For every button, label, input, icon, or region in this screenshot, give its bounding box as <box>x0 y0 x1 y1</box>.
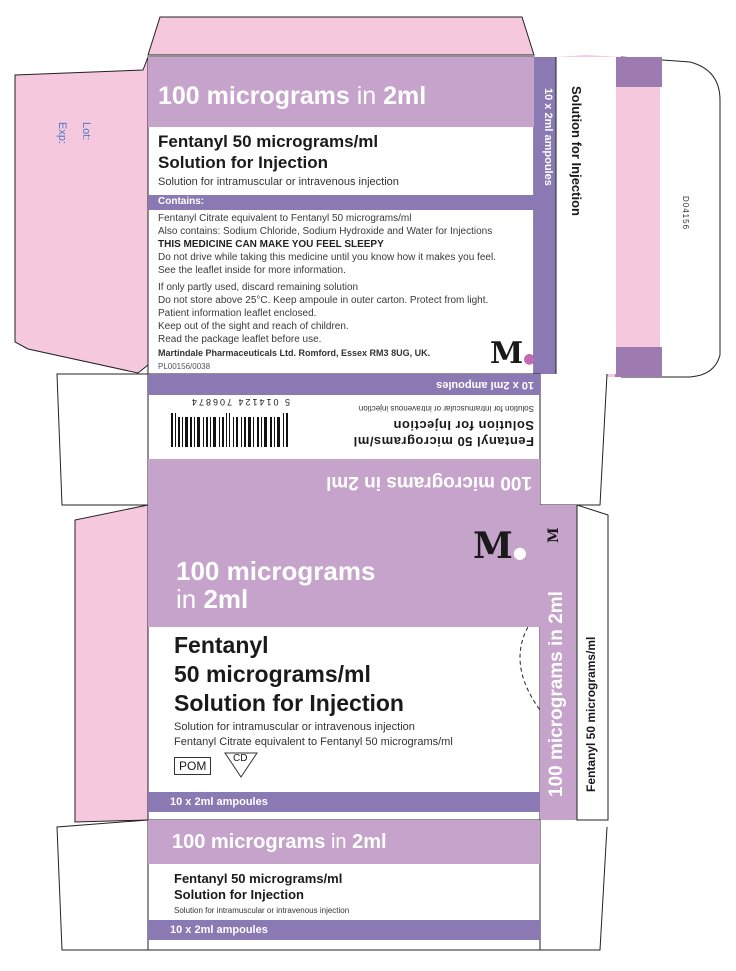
front-product-name: Fentanyl 50 micrograms/ml Solution for Injection <box>174 632 404 716</box>
front-side-logo: M <box>546 527 562 543</box>
bottom-strength: 100 micrograms in 2ml <box>172 831 387 853</box>
side-solution-title: Solution for Injection <box>569 86 584 216</box>
front-logo: M● <box>473 525 527 567</box>
front-strength: 100 micrograms in 2ml <box>176 556 376 614</box>
bottom-left-flap <box>57 820 148 950</box>
upside-down-panel <box>148 374 540 505</box>
ud-route: Solution for intramuscular or intravenous injection <box>358 404 534 413</box>
side-code: D04156 <box>681 196 690 231</box>
tuck-tab-top <box>615 57 662 87</box>
front-route-block: Solution for intramuscular or intravenous injection Fentanyl Citrate equivalent to Fentanyl 50 micrograms/ml <box>174 721 453 748</box>
back-strength: 100 micrograms in 2ml <box>158 82 427 110</box>
back-strength-band <box>148 57 534 127</box>
back-product-name: Fentanyl 50 micrograms/ml Solution for Injection <box>158 132 379 172</box>
front-side-strength: 100 micrograms in 2ml <box>546 591 567 797</box>
ud-pack-band: 10 x 2ml ampoules <box>148 374 540 395</box>
barcode-number: 5 014124 706874 <box>189 397 290 407</box>
mid-left-flap <box>57 374 148 505</box>
bottom-pack-band: 10 x 2ml ampoules <box>148 920 540 940</box>
bottom-product-name: Fentanyl 50 micrograms/ml Solution for Injection <box>174 871 343 902</box>
bottom-route: Solution for intramuscular or intravenous injection <box>174 906 350 915</box>
front-left-flap <box>75 505 148 822</box>
barcode <box>160 407 290 447</box>
front-strength-band <box>148 505 540 627</box>
mid-right-flap <box>540 374 607 505</box>
pom-badge: POM <box>174 757 211 775</box>
front-pack-band: 10 x 2ml ampoules <box>148 792 540 812</box>
ud-strength-band: 100 micrograms in 2ml <box>148 459 540 505</box>
right-side-panel-bg <box>556 57 616 374</box>
bottom-strength-band <box>148 820 540 864</box>
left-dust-flap <box>15 57 148 373</box>
bottom-right-flap <box>540 820 607 950</box>
top-tuck-flap <box>148 17 534 55</box>
front-side-product: Fentanyl 50 micrograms/ml <box>584 636 598 792</box>
back-logo: M● <box>490 336 536 371</box>
tuck-tab-bottom <box>615 347 662 377</box>
exp-label: Exp: <box>56 122 68 145</box>
back-side-pack-size: 10 x 2ml ampoules <box>542 88 554 186</box>
cd-triangle-badge: CD <box>224 752 258 778</box>
back-info-block: Fentanyl Citrate equivalent to Fentanyl 50 micrograms/ml Also contains: Sodium Chloride, Sodium Hydroxide and Water for Injections THIS MEDICINE CAN MAKE YOU FEEL SLEEPY Do not drive while taking this medicine until you know how it makes you feel. See the leaflet inside for more information. If only partly used, discard remaining solution Do not store above 25°C. Keep ampoule in outer carton. Protect from light. Patient information leaflet enclosed. Keep out of the sight and reach of children. Read the package leaflet before use. <box>158 213 496 345</box>
pl-number: PL00156/0038 <box>158 362 211 371</box>
contains-band: Contains: <box>148 195 534 210</box>
ud-product: Fentanyl 50 micrograms/ml Solution for Injection <box>353 418 534 449</box>
lot-label: Lot: <box>80 122 92 141</box>
back-route: Solution for intramuscular or intravenous injection <box>158 176 399 188</box>
manufacturer: Martindale Pharmaceuticals Ltd. Romford, Essex RM3 8UG, UK. <box>158 348 431 358</box>
